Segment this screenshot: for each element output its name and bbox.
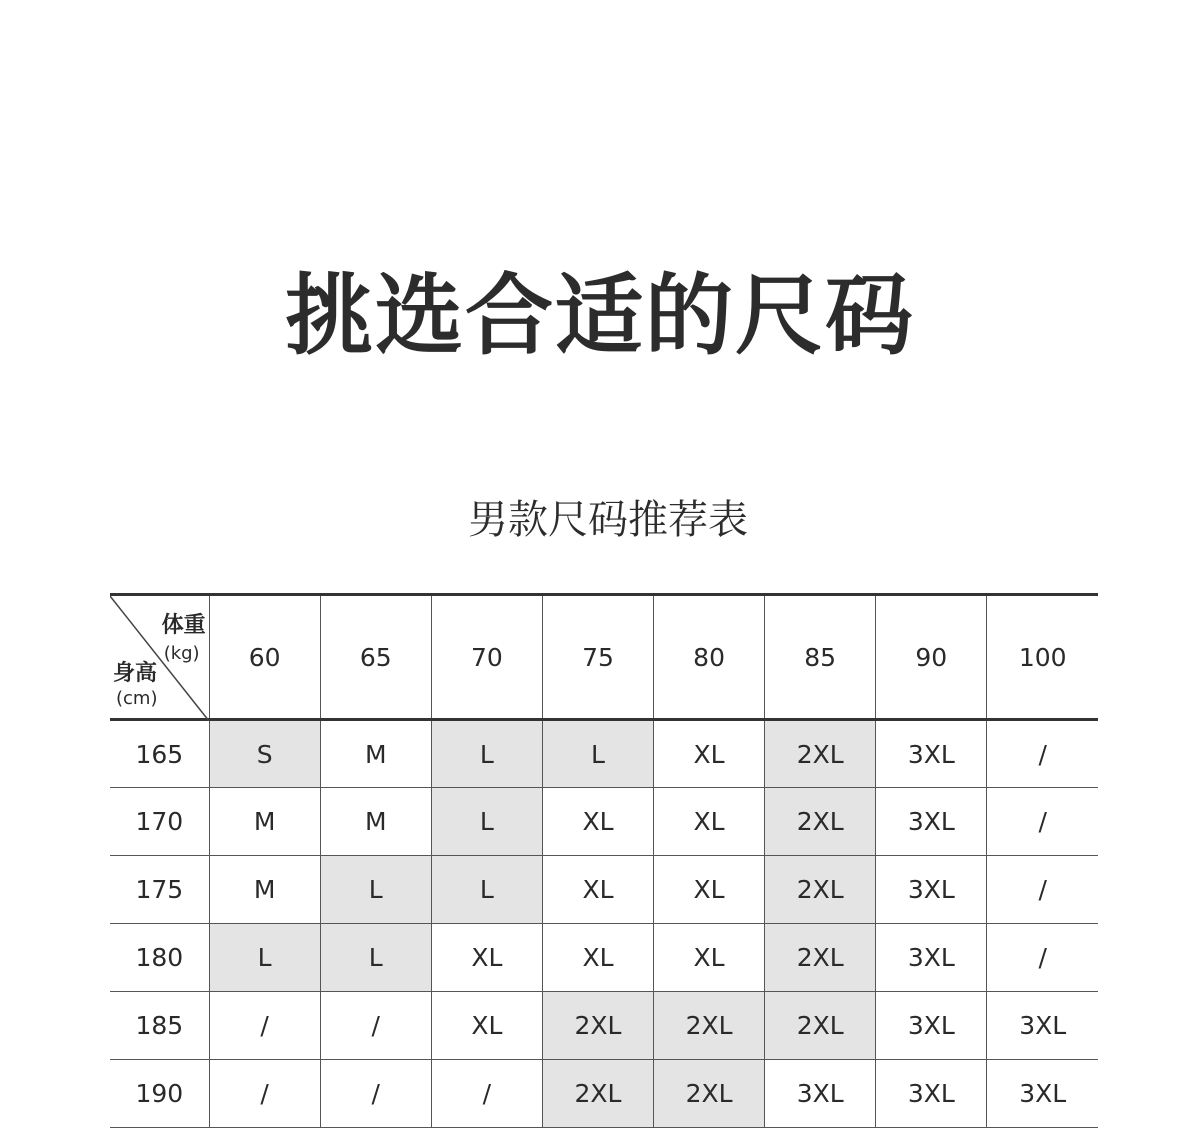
weight-header: 100 (987, 595, 1098, 720)
weight-header: 90 (876, 595, 987, 720)
size-cell: / (987, 720, 1098, 788)
weight-header: 75 (542, 595, 653, 720)
size-cell: 3XL (876, 720, 987, 788)
size-cell: 3XL (987, 992, 1098, 1060)
size-cell: 2XL (542, 992, 653, 1060)
size-cell: XL (654, 720, 765, 788)
height-cell: 170 (110, 788, 209, 856)
size-cell: L (320, 856, 431, 924)
height-axis-unit: (cm) (116, 688, 158, 709)
size-cell: / (987, 788, 1098, 856)
size-cell: M (209, 788, 320, 856)
weight-header: 80 (654, 595, 765, 720)
table-row (110, 856, 1098, 924)
size-cell: XL (431, 992, 542, 1060)
size-cell: / (431, 1060, 542, 1128)
size-cell: 2XL (542, 1060, 653, 1128)
size-cell: M (209, 856, 320, 924)
size-cell: 3XL (876, 856, 987, 924)
weight-header: 60 (209, 595, 320, 720)
size-cell: L (431, 720, 542, 788)
size-cell: XL (542, 788, 653, 856)
corner-cell (110, 595, 209, 720)
size-cell: 2XL (654, 1060, 765, 1128)
size-cell: M (320, 720, 431, 788)
table-row (110, 924, 1098, 992)
size-table-body (110, 720, 1098, 1128)
size-cell: 2XL (765, 788, 876, 856)
table-row (110, 720, 1098, 788)
size-cell: 3XL (876, 1060, 987, 1128)
size-cell: / (209, 992, 320, 1060)
size-cell: / (987, 856, 1098, 924)
weight-header: 70 (431, 595, 542, 720)
size-cell: L (542, 720, 653, 788)
size-cell: 3XL (765, 1060, 876, 1128)
height-cell: 175 (110, 856, 209, 924)
weight-header: 65 (320, 595, 431, 720)
height-axis-label: 身高 (113, 661, 158, 686)
size-cell: 3XL (987, 1060, 1098, 1128)
size-cell: 2XL (765, 856, 876, 924)
size-cell: / (209, 1060, 320, 1128)
size-cell: L (431, 856, 542, 924)
table-row (110, 788, 1098, 856)
header-row (110, 595, 1098, 720)
size-cell: L (431, 788, 542, 856)
size-cell: 2XL (654, 992, 765, 1060)
size-cell: L (209, 924, 320, 992)
table-title: 男款尺码推荐表 (468, 497, 748, 543)
size-cell: 3XL (876, 992, 987, 1060)
height-cell: 185 (110, 992, 209, 1060)
size-cell: 2XL (765, 992, 876, 1060)
size-cell: L (320, 924, 431, 992)
size-cell: / (320, 992, 431, 1060)
size-cell: XL (542, 924, 653, 992)
size-cell: S (209, 720, 320, 788)
weight-axis-label: 体重 (161, 613, 206, 638)
weight-header: 85 (765, 595, 876, 720)
page-title: 挑选合适的尺码 (284, 264, 915, 367)
size-cell: XL (654, 788, 765, 856)
size-cell: XL (654, 856, 765, 924)
size-chart-table (110, 593, 1098, 1128)
height-cell: 180 (110, 924, 209, 992)
size-cell: 2XL (765, 924, 876, 992)
size-cell: XL (654, 924, 765, 992)
weight-axis-unit: (kg) (163, 643, 200, 664)
size-cell: 2XL (765, 720, 876, 788)
size-cell: / (320, 1060, 431, 1128)
height-cell: 165 (135, 739, 184, 769)
size-cell: 3XL (876, 788, 987, 856)
table-row (110, 1060, 1098, 1128)
size-cell: XL (431, 924, 542, 992)
size-cell: XL (542, 856, 653, 924)
size-cell: M (320, 788, 431, 856)
size-cell: 3XL (876, 924, 987, 992)
table-row (110, 992, 1098, 1060)
size-cell: / (987, 924, 1098, 992)
height-cell: 190 (110, 1060, 209, 1128)
